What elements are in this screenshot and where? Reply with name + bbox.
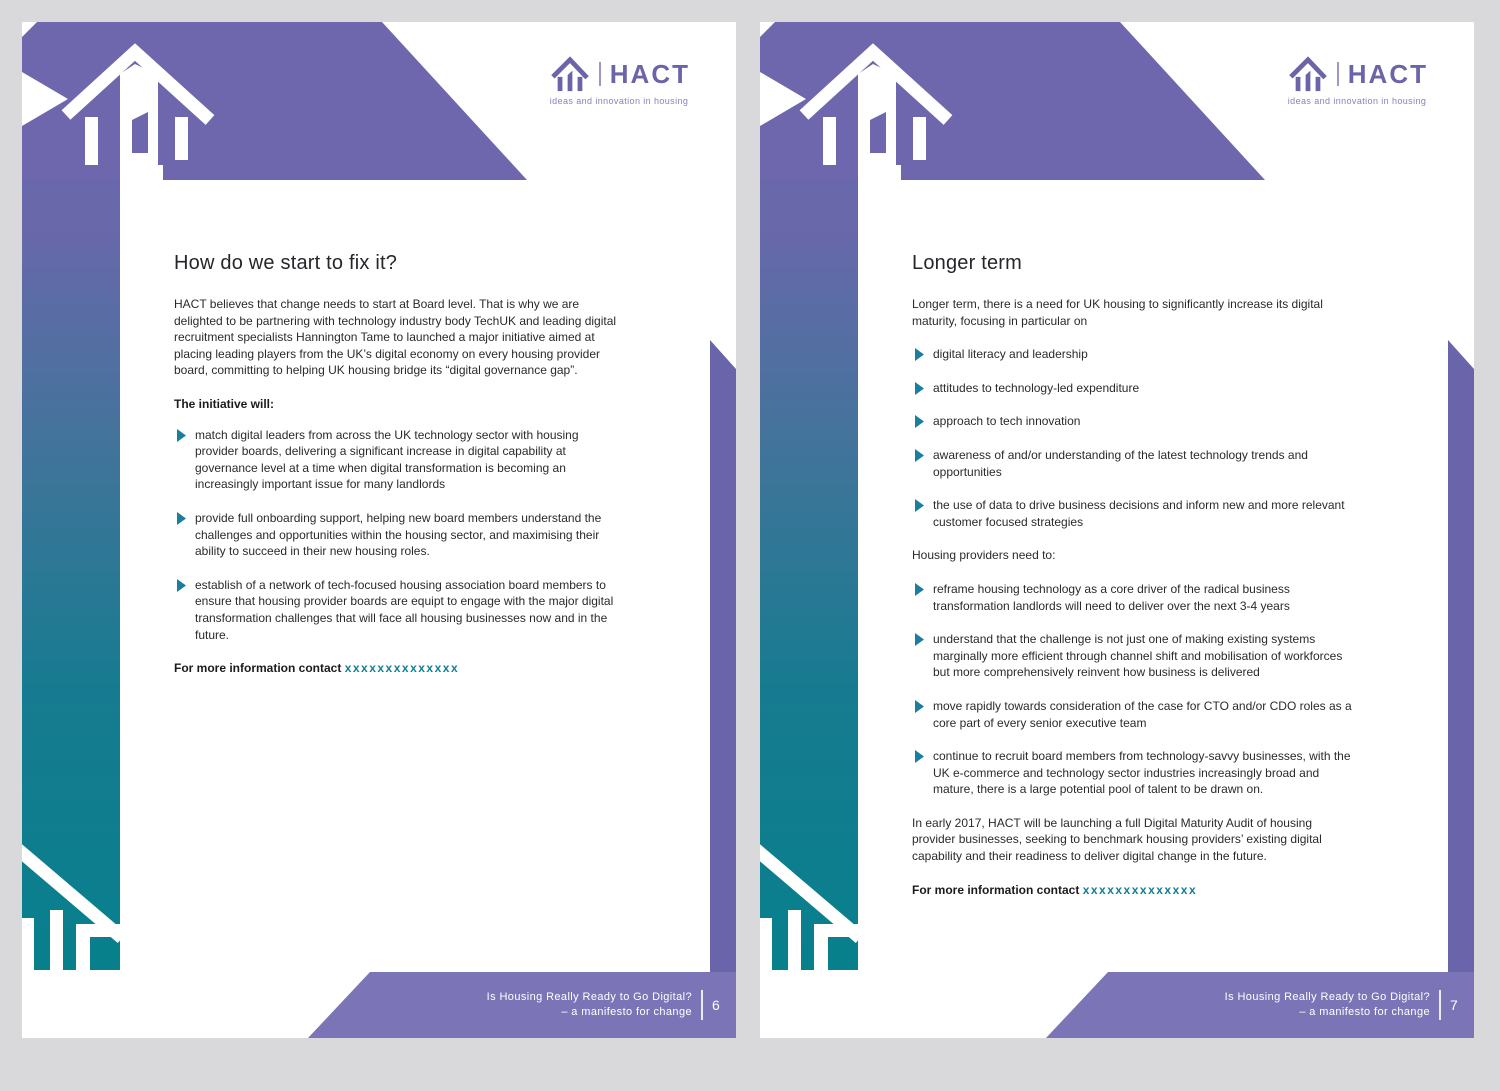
- footer-title: [487, 990, 692, 1020]
- bullet-arrow-icon: [177, 429, 186, 442]
- bullet-list: [912, 581, 1358, 798]
- hact-house-icon: [1288, 55, 1328, 93]
- hact-logo-row: [550, 55, 690, 93]
- bullet-arrow-icon: [915, 750, 924, 763]
- logo-wordmark: HACT: [609, 59, 690, 89]
- page-blocks: [912, 296, 1358, 898]
- body-paragraph: Housing providers need to:: [912, 548, 1056, 563]
- bullet-arrow-icon: [915, 348, 924, 361]
- bullet-text: provide full onboarding support, helping new board members understand the challenges and opportunities within the housing sector, and maximising their ability to succeed in their new housing roles.: [195, 510, 602, 559]
- body-paragraph: In early 2017, HACT will be launching a full Digital Maturity Audit of housing provider businesses, seeking to benchmark housing providers’ existing digital capability and their readiness to deliver digital change in the future.: [912, 815, 1322, 864]
- footer-line2: – a manifesto for change: [1299, 1006, 1430, 1018]
- contact-label: For more information contact: [912, 882, 1083, 897]
- bullet-text: the use of data to drive business decisions and inform new and more relevant customer focused strategies: [933, 498, 1345, 529]
- bullet-list: [174, 427, 620, 644]
- hact-logo: [550, 55, 690, 106]
- footer-divider: [701, 990, 703, 1020]
- bullet-item: [174, 510, 620, 560]
- page-heading: Longer term: [912, 252, 1023, 274]
- bullet-text: establish of a network of tech-focused housing association board members to ensure that housing provider boards are equipt to engage with the major digital transformation challenges that will face all housing businesses now and in the future.: [195, 577, 614, 642]
- bullet-text: continue to recruit board members from technology-savvy businesses, with the UK e-commerce and technology sector industries increasingly broad and mature, there is a large potential pool of talent to be drawn on.: [933, 749, 1351, 797]
- bullet-item: [912, 380, 1358, 397]
- bullet-text: approach to tech innovation: [933, 414, 1081, 429]
- right-edge-strip: [1448, 340, 1474, 1038]
- page-heading: How do we start to fix it?: [174, 252, 398, 274]
- page-content: [912, 252, 1358, 898]
- lead-text: The initiative will:: [174, 396, 275, 411]
- contact-line: [912, 882, 1358, 899]
- bullet-text: reframe housing technology as a core driver of the radical business transformation landlords will need to deliver over the next 3-4 years: [933, 581, 1290, 613]
- body-paragraph: HACT believes that change needs to start at Board level. That is why we are delighted to be partnering with technology industry body TechUK and leading digital recruitment specialists Hannington Tame to launched a major initiative aimed at placing leading players from the UK’s digital economy on every housing provider board, committing to helping UK housing bridge its “digital governance gap”.: [174, 297, 617, 378]
- hact-logo-row: [1288, 55, 1428, 93]
- footer-line1: Is Housing Really Ready to Go Digital?: [486, 991, 692, 1003]
- bullet-arrow-icon: [915, 583, 924, 596]
- bullet-item: [912, 346, 1358, 363]
- contact-placeholder: xxxxxxxxxxxxxx: [344, 661, 460, 676]
- bullet-item: [912, 581, 1358, 614]
- bullet-arrow-icon: [177, 512, 186, 525]
- bullet-item: [912, 748, 1358, 798]
- bullet-item: [912, 631, 1358, 681]
- footer-line1: Is Housing Really Ready to Go Digital?: [1224, 991, 1430, 1003]
- bullet-arrow-icon: [915, 633, 924, 646]
- bullet-arrow-icon: [915, 449, 924, 462]
- contact-placeholder: xxxxxxxxxxxxxx: [1082, 882, 1198, 897]
- bullet-text: match digital leaders from across the UK technology sector with housing provider boards, delivering a significant increase in digital capability at governance level at a time when digital transformation is becoming an increasingly important issue for many landlords: [195, 427, 579, 492]
- bullet-arrow-icon: [915, 499, 924, 512]
- document-page: [22, 22, 736, 1038]
- bullet-text: awareness of and/or understanding of the latest technology trends and opportunities: [933, 447, 1308, 479]
- bullet-item: [912, 447, 1358, 480]
- hact-house-icon: [550, 55, 590, 93]
- body-paragraph: Longer term, there is a need for UK housing to significantly increase its digital maturity, focusing in particular on: [912, 297, 1323, 328]
- bullet-list: [912, 346, 1358, 530]
- bullet-arrow-icon: [915, 415, 924, 428]
- logo-separator: [1337, 62, 1339, 86]
- bullet-item: [912, 413, 1358, 430]
- bullet-arrow-icon: [177, 579, 186, 592]
- bullet-text: digital literacy and leadership: [933, 347, 1088, 362]
- page-footer: [760, 972, 1474, 1038]
- footer-divider: [1439, 990, 1441, 1020]
- bullet-arrow-icon: [915, 382, 924, 395]
- bullet-text: understand that the challenge is not just one of making existing systems marginally more efficient through channel shift and mobilisation of workforces but more comprehensively reinvent how business is delivered: [933, 632, 1343, 680]
- logo-wordmark: HACT: [1347, 59, 1428, 89]
- logo-tagline: ideas and innovation in housing: [549, 96, 689, 106]
- page-number: 6: [712, 997, 720, 1013]
- bullet-text: attitudes to technology-led expenditure: [933, 380, 1140, 395]
- hact-logo: [1288, 55, 1428, 106]
- document-page: [760, 22, 1474, 1038]
- bullet-item: [174, 427, 620, 493]
- logo-tagline: ideas and innovation in housing: [1287, 96, 1427, 106]
- page-footer: [22, 972, 736, 1038]
- page-blocks: [174, 296, 620, 677]
- logo-separator: [599, 62, 601, 86]
- footer-title: [1225, 990, 1430, 1020]
- page-content: [174, 252, 620, 677]
- bullet-item: [912, 497, 1358, 530]
- bullet-arrow-icon: [915, 700, 924, 713]
- contact-line: [174, 660, 620, 677]
- right-edge-strip: [710, 340, 736, 1038]
- bullet-item: [174, 577, 620, 643]
- bullet-text: move rapidly towards consideration of the case for CTO and/or CDO roles as a core part of every senior executive team: [933, 698, 1352, 730]
- bullet-item: [912, 698, 1358, 731]
- contact-label: For more information contact: [174, 661, 345, 676]
- page-number: 7: [1450, 997, 1458, 1013]
- footer-line2: – a manifesto for change: [561, 1006, 692, 1018]
